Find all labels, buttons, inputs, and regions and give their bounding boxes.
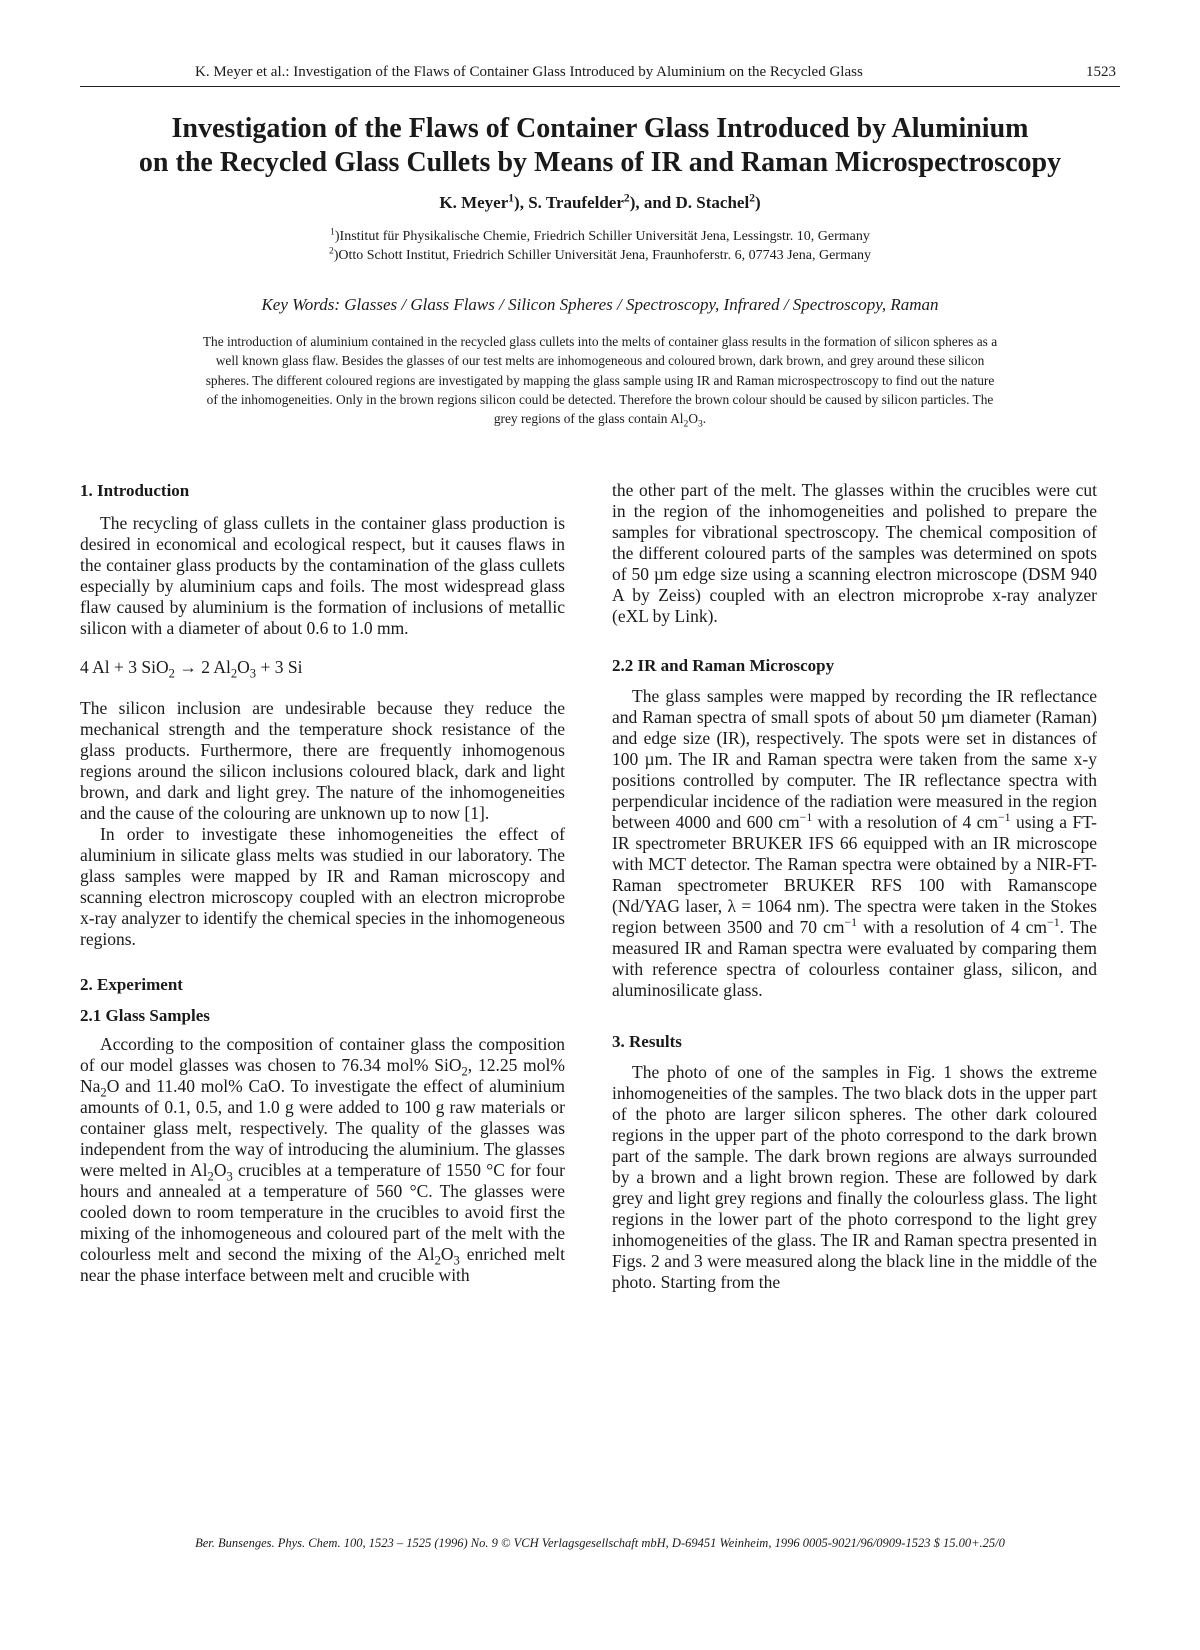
unit-sup: −1 [1047,915,1060,930]
microscopy-paragraph-1 [612,686,1097,1001]
author-sep-1: ), [514,193,529,212]
intro-paragraph-2: The silicon inclusion are undesirable because they reduce the mechanical strength and the temperature shock resistance of the glass products. Furthermore, there are frequently inhomogenous regions around the silicon inclusions coloured black, dark and light brown, and dark and light grey. The nature of the inhomogeneities and the cause of the colouring are unknown up to now [1]. [80,698,565,823]
text-run: O and 11.40 mol% CaO. To investigate the effect of aluminium amounts of 0.1, 0.5, and 1.0 g were added to 100 g raw materials or container glass melt, respectively. The quality of the glasses was independent from the way of introducing the aluminium. The glasses were melted in Al [80,1076,565,1180]
text-run: The glass samples were mapped by recording the IR reflectance and Raman spectra of small spots of about 50 µm diameter (Raman) and edge size (IR), respectively. The spots were set in distances of 100 µm. The IR and Raman spectra were taken from the same x-y positions controlled by computer. The IR reflectance spectra with perpendicular incidence of the radiation were measured in the region between 4000 and 600 cm [612,686,1097,832]
text-run: with a resolution of 4 cm [857,917,1048,937]
affiliation-1-text: )Institut für Physikalische Chemie, Friedrich Schiller Universität Jena, Lessingstr. 10, Germany [334,229,870,244]
abstract-sub-2: 3 [697,418,703,430]
author-1: K. Meyer [439,193,509,212]
section-heading-results: 3. Results [612,1032,682,1051]
equation-part: + 3 Si [256,657,303,677]
left-column [80,480,565,1286]
samples-paragraph-continued: the other part of the melt. The glasses within the crucibles were cut in the region of the inhomogeneities and polished to prepare the samples for vibrational spectroscopy. The chemical composition of the different coloured parts of the samples was determined on spots of 50 µm edge size using a scanning electron microscope (DSM 940 A by Zeiss) coupled with an electron microprobe x-ray analyzer (eXL by Link). [612,480,1097,626]
author-2-mark: 2 [623,191,630,205]
journal-footer: Ber. Bunsenges. Phys. Chem. 100, 1523 – 1525 (1996) No. 9 © VCH Verlagsgesellschaft mbH, D-69451 Weinheim, 1996 0005-9021/96/0909-1523 $ 15.00+.25/0 [195,1536,1005,1550]
section-heading-experiment: 2. Experiment [80,975,183,994]
author-1-mark: 1 [508,191,515,205]
text-run: O [213,1160,227,1180]
abstract-o: O [688,411,698,427]
text-run: . The measured IR and Raman spectra were evaluated by comparing them with reference spectra of colourless container glass, silicon, and aluminosilicate glass. [612,917,1097,1000]
author-sep-3: ) [754,193,761,212]
text-run: enriched melt near the phase interface between melt and crucible with [80,1244,565,1285]
equation-sub: 2 [168,666,175,681]
equation-sub: 3 [249,666,257,681]
affiliation-1-mark: 1 [330,227,335,238]
right-column [612,480,1097,1293]
title-line-1: Investigation of the Flaws of Container Glass Introduced by Aluminium [171,113,1029,144]
unit-sup: −1 [844,915,858,930]
affiliation-2-text: )Otto Schott Institut, Friedrich Schiller Universität Jena, Fraunhoferstr. 6, 07743 Jena, Germany [333,248,872,263]
formula-sub: 2 [461,1064,468,1079]
equation-part: → 2 Al [174,657,231,677]
reaction-equation [80,657,565,681]
text-run: crucibles at a temperature of 1550 °C for four hours and annealed at a temperature of 560 °C. The glasses were cooled down to room temperature in the crucibles to avoid first the mixing of the inhomogeneous and coloured part of the melt with the colourless melt and second the mixing of the Al [80,1160,565,1264]
keywords: Key Words: Glasses / Glass Flaws / Silicon Spheres / Spectroscopy, Infrared / Spectroscopy, Raman [261,295,939,314]
equation-part: O [237,657,250,677]
running-head-text: K. Meyer et al.: Investigation of the Flaws of Container Glass Introduced by Aluminium on the Recycled Glass [195,64,863,80]
affiliation-2-mark: 2 [328,246,334,257]
author-3: D. Stachel [675,193,750,212]
formula-sub: 3 [226,1169,233,1184]
author-3-mark: 2 [749,191,755,205]
text-run: , 12.25 mol% Na [80,1055,565,1096]
author-list [0,193,1200,213]
subsection-heading-glass-samples: 2.1 Glass Samples [80,1006,210,1025]
title-line-2: on the Recycled Glass Cullets by Means of IR and Raman Microspectroscopy [138,147,1062,178]
subsection-heading-ir-raman: 2.2 IR and Raman Microscopy [612,656,835,675]
formula-sub: 3 [453,1253,460,1268]
formula-sub: 2 [100,1085,107,1100]
intro-paragraph-3: In order to investigate these inhomogeneities the effect of aluminium in silicate glass melts was studied in our laboratory. The glass samples were mapped by IR and Raman microscopy and scanning electron microscopy coupled with an electron microprobe x-ray analyzer to identify the chemical species in the inhomogeneous regions. [80,824,565,949]
equation-sub: 2 [230,666,238,681]
abstract [200,332,1000,428]
text-run: using a FT-IR spectrometer BRUKER IFS 66 equipped with an IR microscope with MCT detector. The Raman spectra were obtained by a NIR-FT-Raman spectrometer BRUKER RFS 100 with Ramanscope (Nd/YAG laser, λ = 1064 nm). The spectra were taken in the Stokes region between 3500 and 70 cm [612,812,1097,937]
abstract-end: . [702,411,707,427]
author-2: S. Traufelder [528,193,624,212]
abstract-sub-1: 2 [683,418,689,430]
unit-sup: −1 [997,810,1011,825]
abstract-text: The introduction of aluminium contained in the recycled glass cullets into the melts of container glass results in the formation of silicon spheres as a well known glass flaw. Besides the glasses of our test melts are inhomogeneous and coloured brown, dark brown, and grey around these silicon spheres. The different coloured regions are investigated by mapping the glass sample using IR and Raman microspectroscopy to find out the nature of the inhomogeneities. Only in the brown regions silicon could be detected. Therefore the brown colour should be caused by silicon particles. The grey regions of the glass contain Al [202,334,998,427]
text-run: O [440,1244,454,1264]
unit-sup: −1 [799,810,813,825]
formula-sub: 2 [434,1253,441,1268]
affiliation-2 [0,248,1200,264]
formula-sub: 2 [207,1169,214,1184]
samples-paragraph-1 [80,1034,565,1286]
page-number: 1523 [1086,64,1116,80]
running-head [80,64,1120,87]
intro-paragraph-1: The recycling of glass cullets in the container glass production is desired in economical and ecological respect, but it causes flaws in the container glass products by the contamination of the glass cullets especially by aluminium caps and foils. The most widespread glass flaw caused by aluminium is the formation of inclusions of metallic silicon with a diameter of about 0.6 to 1.0 mm. [80,513,565,638]
results-paragraph-1: The photo of one of the samples in Fig. 1 shows the extreme inhomogeneities of the samples. The two black dots in the upper part of the photo are larger silicon spheres. The other dark coloured regions in the upper part of the photo correspond to the dark brown part of the sample. The dark brown regions are always surrounded by a brown and a light brown region. These are followed by dark grey and light grey regions and finally the colourless glass. The light regions in the lower part of the photo correspond to the light grey inhomogeneities of the glass. The IR and Raman spectra presented in Figs. 2 and 3 were measured along the black line in the middle of the photo. Starting from the [612,1062,1097,1292]
affiliation-1 [0,229,1200,245]
text-run: with a resolution of 4 cm [812,812,998,832]
text-run: According to the composition of container glass the composition of our model glasses was chosen to 76.34 mol% SiO [80,1034,565,1075]
author-sep-2: ), and [629,193,676,212]
equation-part: 4 Al + 3 SiO [80,657,169,677]
section-heading-introduction: 1. Introduction [80,481,190,500]
paper-title [60,112,1140,180]
